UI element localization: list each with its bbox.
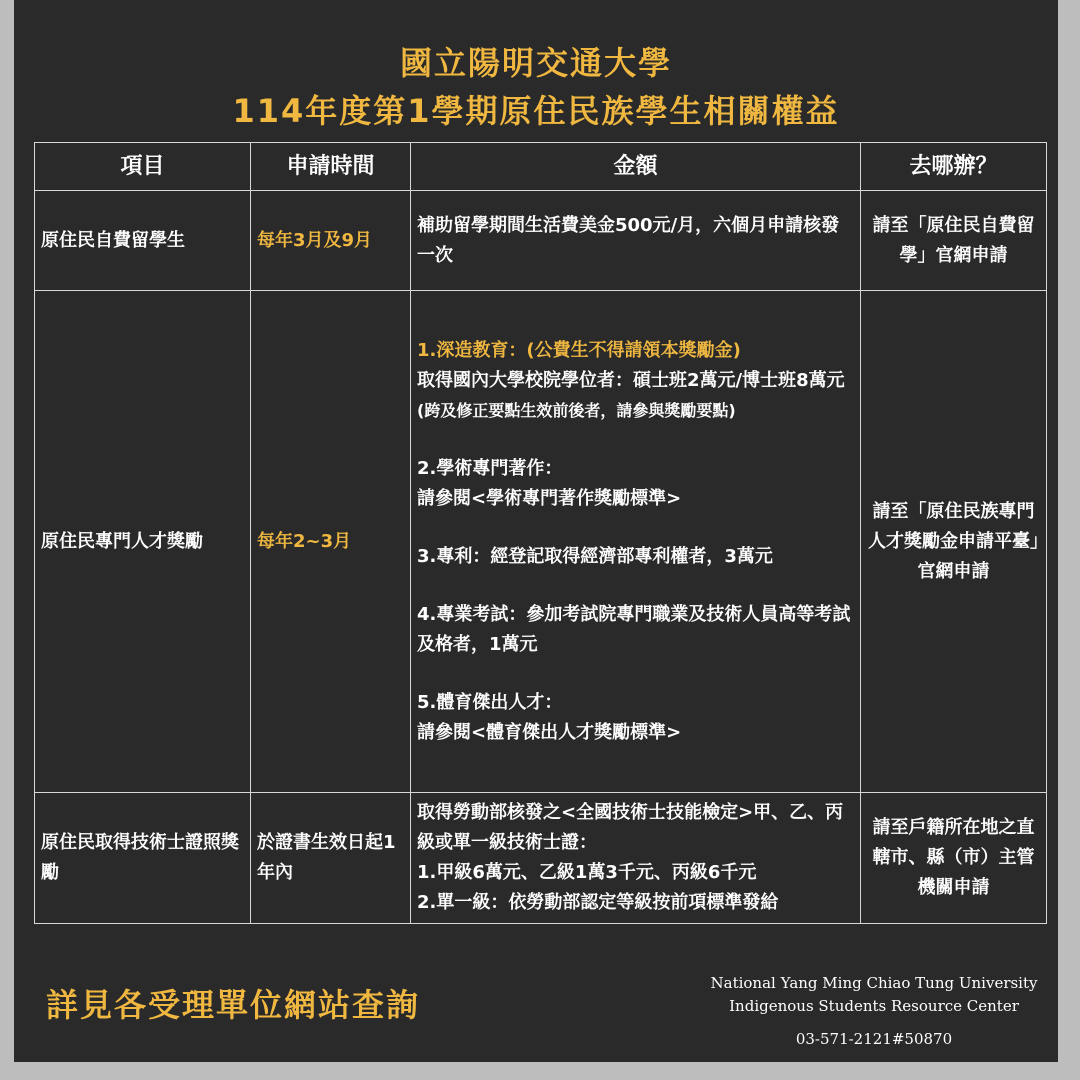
- amount-section-title: 5.體育傑出人才：: [417, 691, 563, 713]
- where-cell: 請至「原住民自費留學」官網申請: [861, 191, 1047, 291]
- amount-line: 2.單一級：依勞動部認定等級按前項標準發給: [417, 892, 779, 913]
- column-header-amount: 金額: [411, 143, 861, 191]
- spacer: [417, 514, 854, 542]
- amount-section-text: 3.專利：經登記取得經濟部專利權者，3萬元: [417, 545, 773, 567]
- spacer: [417, 660, 854, 688]
- table-row: [35, 291, 1047, 793]
- org-center: Indigenous Students Resource Center: [729, 997, 1019, 1015]
- amount-section-text: 取得國內大學校院學位者：碩士班2萬元/博士班8萬元: [417, 369, 845, 391]
- page-title: 114年度第1學期原住民族學生相關權益: [232, 92, 840, 130]
- amount-cell: [411, 793, 861, 924]
- spacer: [417, 426, 854, 454]
- column-header-item: 項目: [35, 143, 251, 191]
- amount-line: 1.甲級6萬元、乙級1萬3千元、丙級6千元: [417, 862, 757, 883]
- item-cell: 原住民專門人才獎勵: [35, 291, 251, 793]
- poster: [14, 0, 1058, 1062]
- column-header-where: 去哪辦？: [861, 143, 1047, 191]
- footer-org-info: [704, 972, 1044, 1051]
- university-title: 國立陽明交通大學: [399, 44, 672, 82]
- where-cell: 請至「原住民族專門人才獎勵金申請平臺」官網申請: [861, 291, 1047, 793]
- benefits-table: [34, 142, 1047, 924]
- where-cell: 請至戶籍所在地之直轄市、縣（市）主管機關申請: [861, 793, 1047, 924]
- amount-section-note: (跨及修正要點生效前後者，請參與獎勵要點): [417, 400, 736, 420]
- time-cell: 每年3月及9月: [251, 191, 411, 291]
- amount-section-text: 4.專業考試：參加考試院專門職業及技術人員高等考試及格者，1萬元: [417, 603, 851, 655]
- column-header-time: 申請時間: [251, 143, 411, 191]
- item-cell: 原住民自費留學生: [35, 191, 251, 291]
- amount-section-text: 請參閱<學術專門著作獎勵標準>: [417, 487, 682, 509]
- item-cell: 原住民取得技術士證照獎勵: [35, 793, 251, 924]
- amount-section-title: 2.學術專門著作：: [417, 457, 563, 479]
- table-row: [35, 793, 1047, 924]
- org-name: National Yang Ming Chiao Tung University: [710, 974, 1038, 992]
- footer-call-to-action: 詳見各受理單位網站查詢: [46, 986, 421, 1024]
- amount-section-text: 請參閱<體育傑出人才獎勵標準>: [417, 721, 682, 743]
- table-row: [35, 191, 1047, 291]
- amount-line: 取得勞動部核發之<全國技術士技能檢定>甲、乙、丙級或單一級技術士證：: [417, 802, 844, 853]
- spacer: [417, 572, 854, 600]
- amount-cell: [411, 291, 861, 793]
- phone-number: 03-571-2121#50870: [795, 1030, 953, 1048]
- time-cell: 於證書生效日起1年內: [251, 793, 411, 924]
- time-cell: 每年2~3月: [251, 291, 411, 793]
- amount-cell: 補助留學期間生活費美金500元/月，六個月申請核發一次: [411, 191, 861, 291]
- amount-section-title: 1.深造教育：(公費生不得請領本獎勵金): [417, 339, 741, 361]
- table-header-row: [35, 143, 1047, 191]
